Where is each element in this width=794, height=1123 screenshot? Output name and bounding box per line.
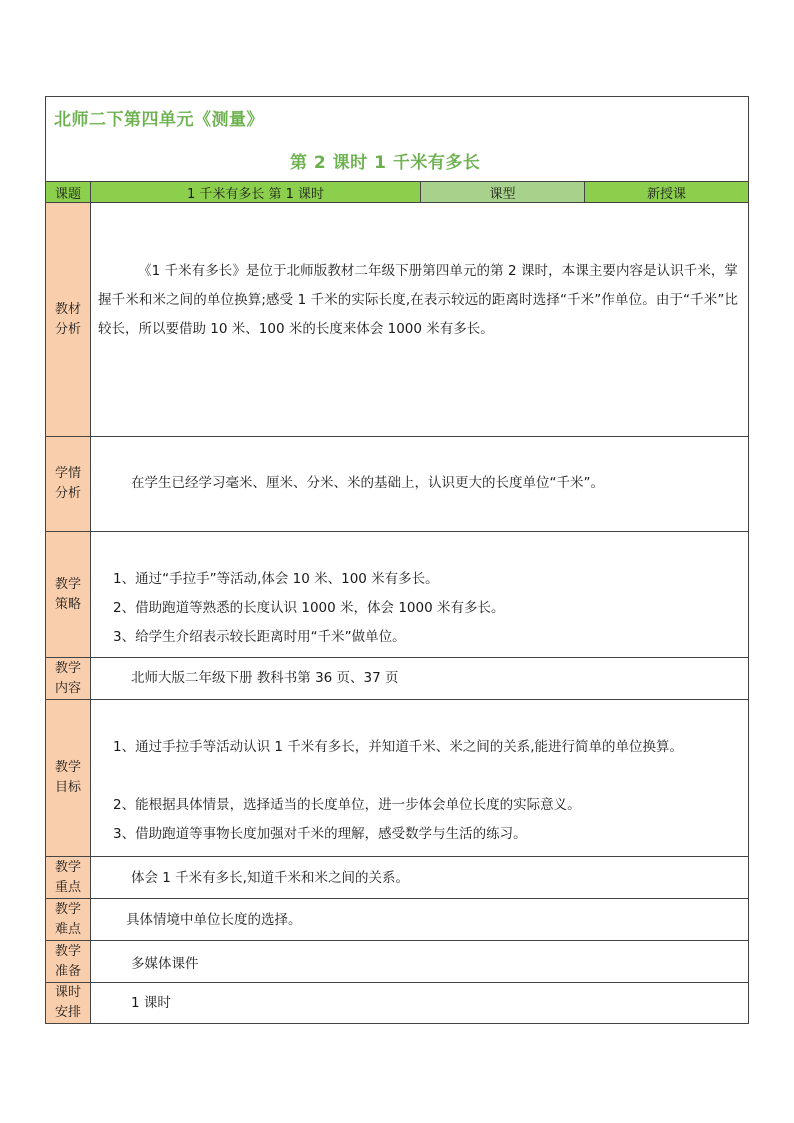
- content-text: 北师大版二年级下册 教科书第 36 页、37 页: [131, 670, 399, 686]
- strategy-item: 1、通过“手拉手”等活动,体会 10 米、100 米有多长。: [113, 571, 439, 587]
- section-label: 教学 难点: [46, 899, 91, 940]
- section-label: 课时 安排: [46, 983, 91, 1023]
- material-analysis-row: [46, 203, 748, 437]
- student-analysis-text: 在学生已经学习毫米、厘米、分米、米的基础上，认识更大的长度单位“千米”。: [131, 475, 604, 491]
- material-analysis-text: 《1 千米有多长》是位于北师版教材二年级下册第四单元的第 2 课时，本课主要内容是认识千米，掌握千米和米之间的单位换算;感受 1 千米的实际长度,在表示较远的距离时选择“千米”作单位。由于“千米”比较长，所以要借助 10 米、100 米的长度来体会 1000 米有多长。: [98, 263, 738, 337]
- section-label: 教学 内容: [46, 658, 91, 699]
- title-block: [46, 97, 748, 182]
- section-label: 教学 重点: [46, 857, 91, 898]
- section-label: 学情 分析: [46, 437, 91, 531]
- keypoint-text: 体会 1 千米有多长,知道千米和米之间的关系。: [131, 870, 409, 886]
- student-analysis-row: [46, 437, 748, 532]
- goal-item: 2、能根据具体情景，选择适当的长度单位，进一步体会单位长度的实际意义。: [113, 797, 581, 813]
- topic-label: 课题: [46, 182, 91, 202]
- goal-item: 1、通过手拉手等活动认识 1 千米有多长，并知道千米、米之间的关系,能进行简单的单位换算。: [113, 739, 684, 755]
- topic-row: [46, 182, 748, 203]
- strategy-item: 2、借助跑道等熟悉的长度认识 1000 米，体会 1000 米有多长。: [113, 600, 505, 616]
- lesson-plan-table: [45, 96, 749, 1024]
- keypoint-row: [46, 857, 748, 899]
- schedule-text: 1 课时: [131, 995, 171, 1011]
- preparation-text: 多媒体课件: [131, 956, 199, 972]
- lesson-type-label: 课型: [421, 182, 585, 202]
- unit-title: 北师二下第四单元《测量》: [54, 110, 264, 130]
- goals-row: [46, 700, 748, 857]
- section-label: 教学 目标: [46, 700, 91, 856]
- content-row: [46, 658, 748, 700]
- goal-item: 3、借助跑道等事物长度加强对千米的理解，感受数学与生活的练习。: [113, 826, 527, 842]
- strategy-item: 3、给学生介绍表示较长距离时用“千米”做单位。: [113, 629, 406, 645]
- difficulty-row: [46, 899, 748, 941]
- section-label: 教学 策略: [46, 532, 91, 657]
- section-label: 教材 分析: [46, 203, 91, 436]
- section-label: 教学 准备: [46, 941, 91, 982]
- lesson-title: 第 2 课时 1 千米有多长: [290, 153, 481, 173]
- schedule-row: [46, 983, 748, 1023]
- lesson-type-value: 新授课: [585, 182, 748, 202]
- preparation-row: [46, 941, 748, 983]
- difficulty-text: 具体情境中单位长度的选择。: [126, 912, 302, 928]
- strategy-row: [46, 532, 748, 658]
- topic-value: 1 千米有多长 第 1 课时: [91, 182, 421, 202]
